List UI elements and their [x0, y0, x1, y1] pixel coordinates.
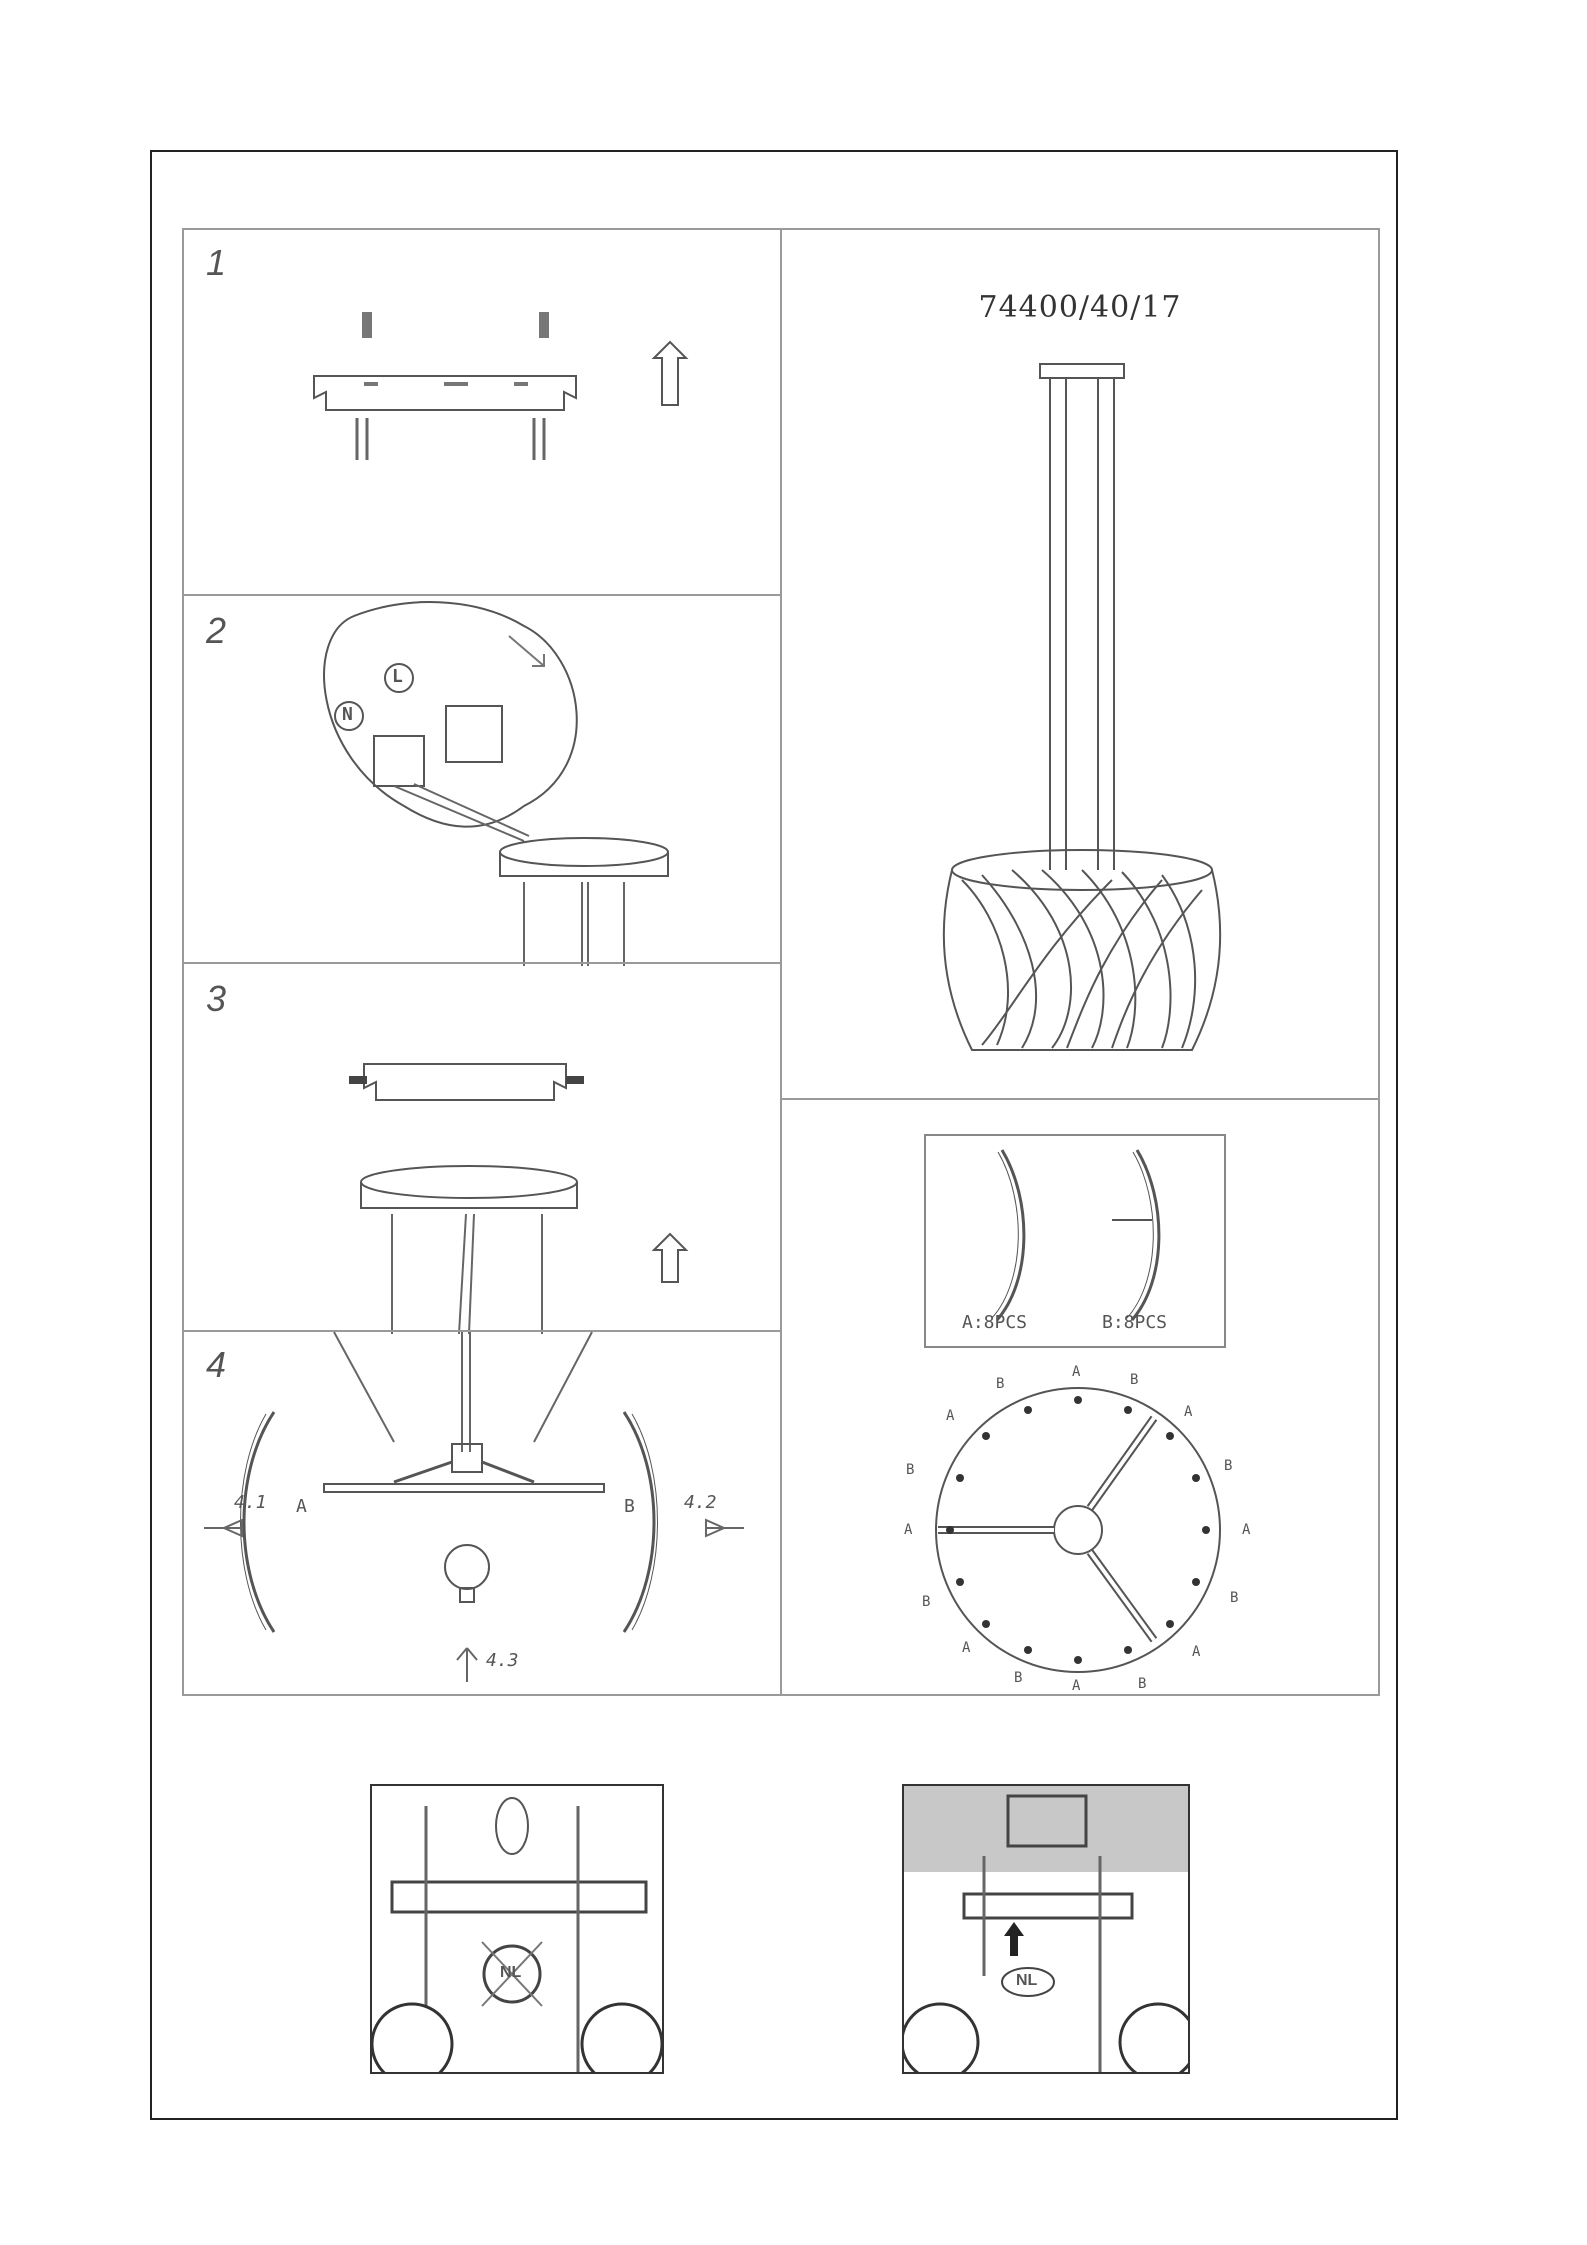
- ring-label: A: [1072, 1678, 1081, 1694]
- ring-label: B: [1014, 1670, 1023, 1686]
- panel-parts: [780, 1098, 1380, 1696]
- ring-label: A: [962, 1640, 971, 1656]
- ring-label: A: [1072, 1364, 1081, 1380]
- panel-step-4: [182, 1330, 782, 1696]
- neutral-label: N: [342, 704, 353, 725]
- side-label-a: A: [296, 1496, 307, 1517]
- ring-label: A: [1192, 1644, 1201, 1660]
- mounting-diagram-3: [184, 964, 784, 1334]
- panel-step-1: [182, 228, 782, 596]
- part-a-label: A:8PCS: [962, 1312, 1028, 1333]
- step-number-2: 2: [206, 610, 227, 651]
- pendant-lamp-drawing: [782, 230, 1382, 1102]
- ring-label: A: [946, 1408, 955, 1424]
- ring-label: A: [904, 1522, 913, 1538]
- panel-step-2: [182, 594, 782, 964]
- panel-step-3: [182, 962, 782, 1332]
- parts-drawing: [782, 1100, 1382, 1698]
- ring-label: A: [1242, 1522, 1251, 1538]
- arrow-label-4-1: 4.1: [234, 1492, 267, 1513]
- part-b-label: B:8PCS: [1102, 1312, 1168, 1333]
- ring-label: B: [1230, 1590, 1239, 1606]
- panel-product: [780, 228, 1380, 1100]
- arrow-label-4-2: 4.2: [684, 1492, 717, 1513]
- step-number-3: 3: [206, 978, 227, 1019]
- model-code: 74400/40/17: [978, 290, 1182, 325]
- thumb-right-drawing: [904, 1786, 1190, 2074]
- thumb-left-drawing: [372, 1786, 664, 2074]
- ring-label: B: [906, 1462, 915, 1478]
- arrow-label-4-3: 4.3: [486, 1650, 519, 1671]
- ring-label: B: [996, 1376, 1005, 1392]
- ring-label: B: [1224, 1458, 1233, 1474]
- bracket-diagram-1: [184, 230, 784, 598]
- assembly-diagram-4: [184, 1332, 784, 1698]
- thumb-left-badge: NL: [500, 1964, 522, 1981]
- thumb-right-badge: NL: [1016, 1972, 1038, 1989]
- ring-label: B: [1130, 1372, 1139, 1388]
- ring-label: B: [1138, 1676, 1147, 1692]
- thumbnail-right: [902, 1784, 1190, 2074]
- side-label-b: B: [624, 1496, 635, 1517]
- step-number-4: 4: [206, 1344, 227, 1385]
- ring-label: A: [1184, 1404, 1193, 1420]
- ring-label: B: [922, 1594, 931, 1610]
- thumbnail-left: [370, 1784, 664, 2074]
- step-number-1: 1: [206, 242, 227, 283]
- live-label: L: [392, 666, 403, 687]
- wiring-diagram: [184, 596, 784, 966]
